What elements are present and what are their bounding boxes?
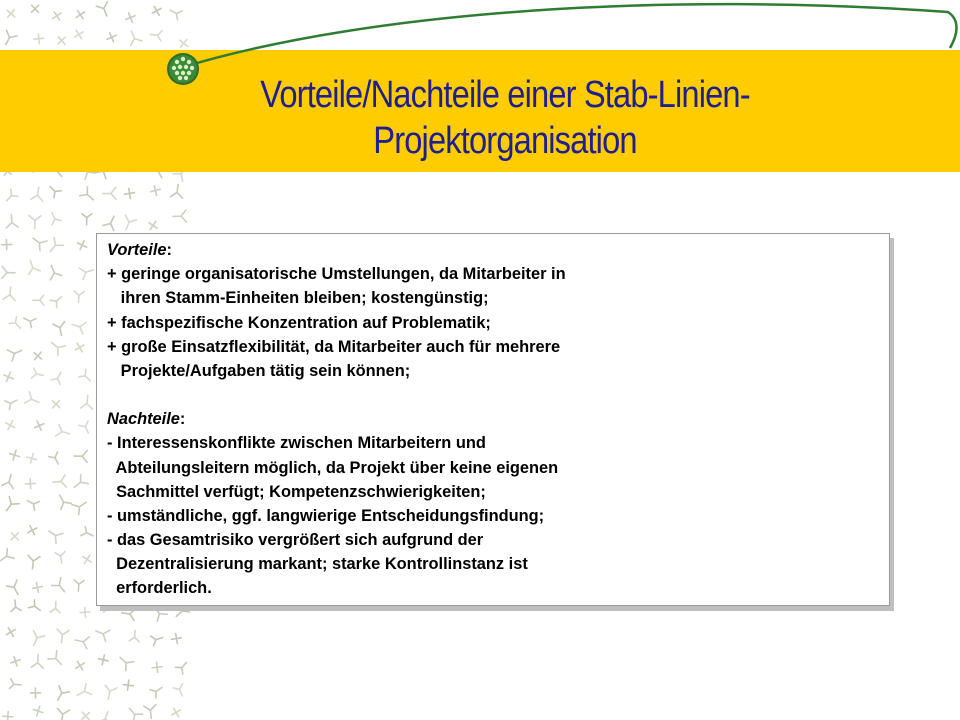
nachteile-heading-colon: :: [179, 410, 186, 429]
nachteile-line: Abteilungsleitern möglich, da Projekt über keine eigenen: [107, 458, 559, 477]
nachteile-heading: [107, 407, 879, 431]
vorteile-line: + geringe organisatorische Umstellungen, da Mitarbeiter in: [107, 265, 566, 284]
vorteile-heading-label: Vorteile: [107, 241, 167, 259]
vorteile-heading-colon: :: [166, 241, 172, 259]
nachteile-heading-label: Nachteile: [107, 410, 180, 429]
slide-title: [234, 72, 776, 164]
orb-icon: [166, 52, 200, 86]
slide-title-line-1: Vorteile/Nachteile einer Stab-Linien-: [260, 74, 750, 116]
vorteile-heading: [107, 238, 879, 262]
slide-title-line-2: Projektorganisation: [373, 120, 637, 162]
nachteile-line: erforderlich.: [107, 579, 212, 598]
nachteile-line: Dezentralisierung markant; starke Kontrollinstanz ist: [107, 555, 528, 574]
section-spacer: [107, 383, 879, 407]
vorteile-line: + fachspezifische Konzentration auf Problematik;: [107, 313, 491, 332]
vorteile-line: Projekte/Aufgaben tätig sein können;: [107, 361, 411, 380]
vorteile-line: + große Einsatzflexibilität, da Mitarbeiter auch für mehrere: [107, 337, 561, 356]
nachteile-line: - Interessenskonflikte zwischen Mitarbeitern und: [107, 434, 486, 453]
vorteile-line: ihren Stamm-Einheiten bleiben; kostengünstig;: [107, 289, 489, 308]
nachteile-line: - das Gesamtrisiko vergrößert sich aufgrund der: [107, 531, 484, 550]
content-text-box: [96, 233, 890, 606]
nachteile-line: Sachmittel verfügt; Kompetenzschwierigkeiten;: [107, 482, 486, 501]
nachteile-line: - umständliche, ggf. langwierige Entscheidungsfindung;: [107, 506, 545, 525]
